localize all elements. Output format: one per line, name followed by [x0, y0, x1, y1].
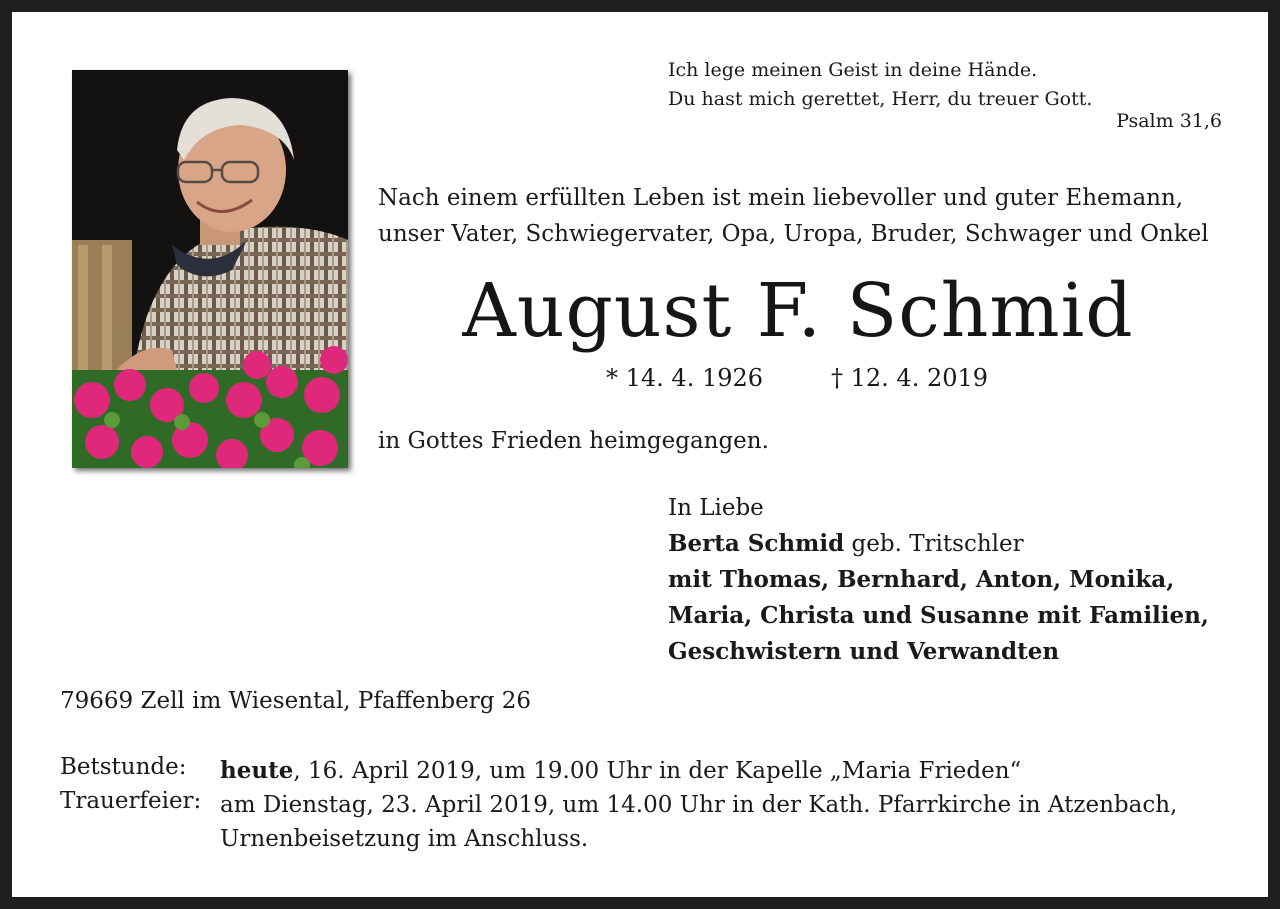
psalm-line-1: Ich lege meinen Geist in deine Hände. — [668, 59, 1038, 81]
prayer-details — [220, 754, 1230, 788]
psalm-reference: Psalm 31,6 — [1116, 110, 1222, 132]
psalm-verse — [668, 56, 1223, 114]
portrait-illustration — [72, 70, 348, 468]
psalm-line-2: Du hast mich gerettet, Herr, du treuer Gott. — [668, 88, 1093, 110]
portrait-photo — [72, 70, 348, 468]
intro-line-1: Nach einem erfüllten Leben ist mein liebevoller und guter Ehemann, — [378, 185, 1184, 211]
signature-line-1 — [668, 562, 1238, 598]
funeral-line-1: am Dienstag, 23. April 2019, um 14.00 Uhr in der Kath. Pfarrkirche in Atzenbach, — [220, 792, 1178, 818]
children-line-2: Maria, Christa und Susanne mit Familien, — [668, 602, 1209, 629]
funeral-line-2: Urnenbeisetzung im Anschluss. — [220, 826, 589, 852]
address: 79669 Zell im Wiesental, Pfaffenberg 26 — [60, 688, 532, 714]
widow-name: Berta Schmid — [668, 530, 845, 557]
relatives-line: Geschwistern und Verwandten — [668, 638, 1060, 665]
signature-opening: In Liebe — [668, 495, 764, 521]
intro-line-2: unser Vater, Schwiegervater, Opa, Uropa, Bruder, Schwager und Onkel — [378, 221, 1209, 247]
funeral-details — [220, 788, 1230, 856]
signature-line-2 — [668, 598, 1238, 634]
mourners-signature — [668, 490, 1238, 670]
obituary-notice — [12, 12, 1268, 897]
prayer-time-place: , 16. April 2019, um 19.00 Uhr in der Kapelle „Maria Frieden“ — [293, 758, 1022, 784]
intro-text — [378, 180, 1228, 252]
funeral-label: Trauerfeier: — [60, 788, 202, 814]
children-line-1: mit Thomas, Bernhard, Anton, Monika, — [668, 566, 1175, 593]
death-date: † 12. 4. 2019 — [831, 364, 989, 392]
signature-widow — [668, 526, 1238, 562]
birth-date: * 14. 4. 1926 — [606, 364, 764, 392]
prayer-day: heute — [220, 757, 294, 784]
deceased-name: August F. Schmid — [462, 268, 1134, 354]
peace-line: in Gottes Frieden heimgegangen. — [378, 428, 769, 454]
widow-maiden-name: geb. Tritschler — [844, 531, 1024, 557]
signature-line-3 — [668, 634, 1238, 670]
prayer-label: Betstunde: — [60, 754, 187, 780]
